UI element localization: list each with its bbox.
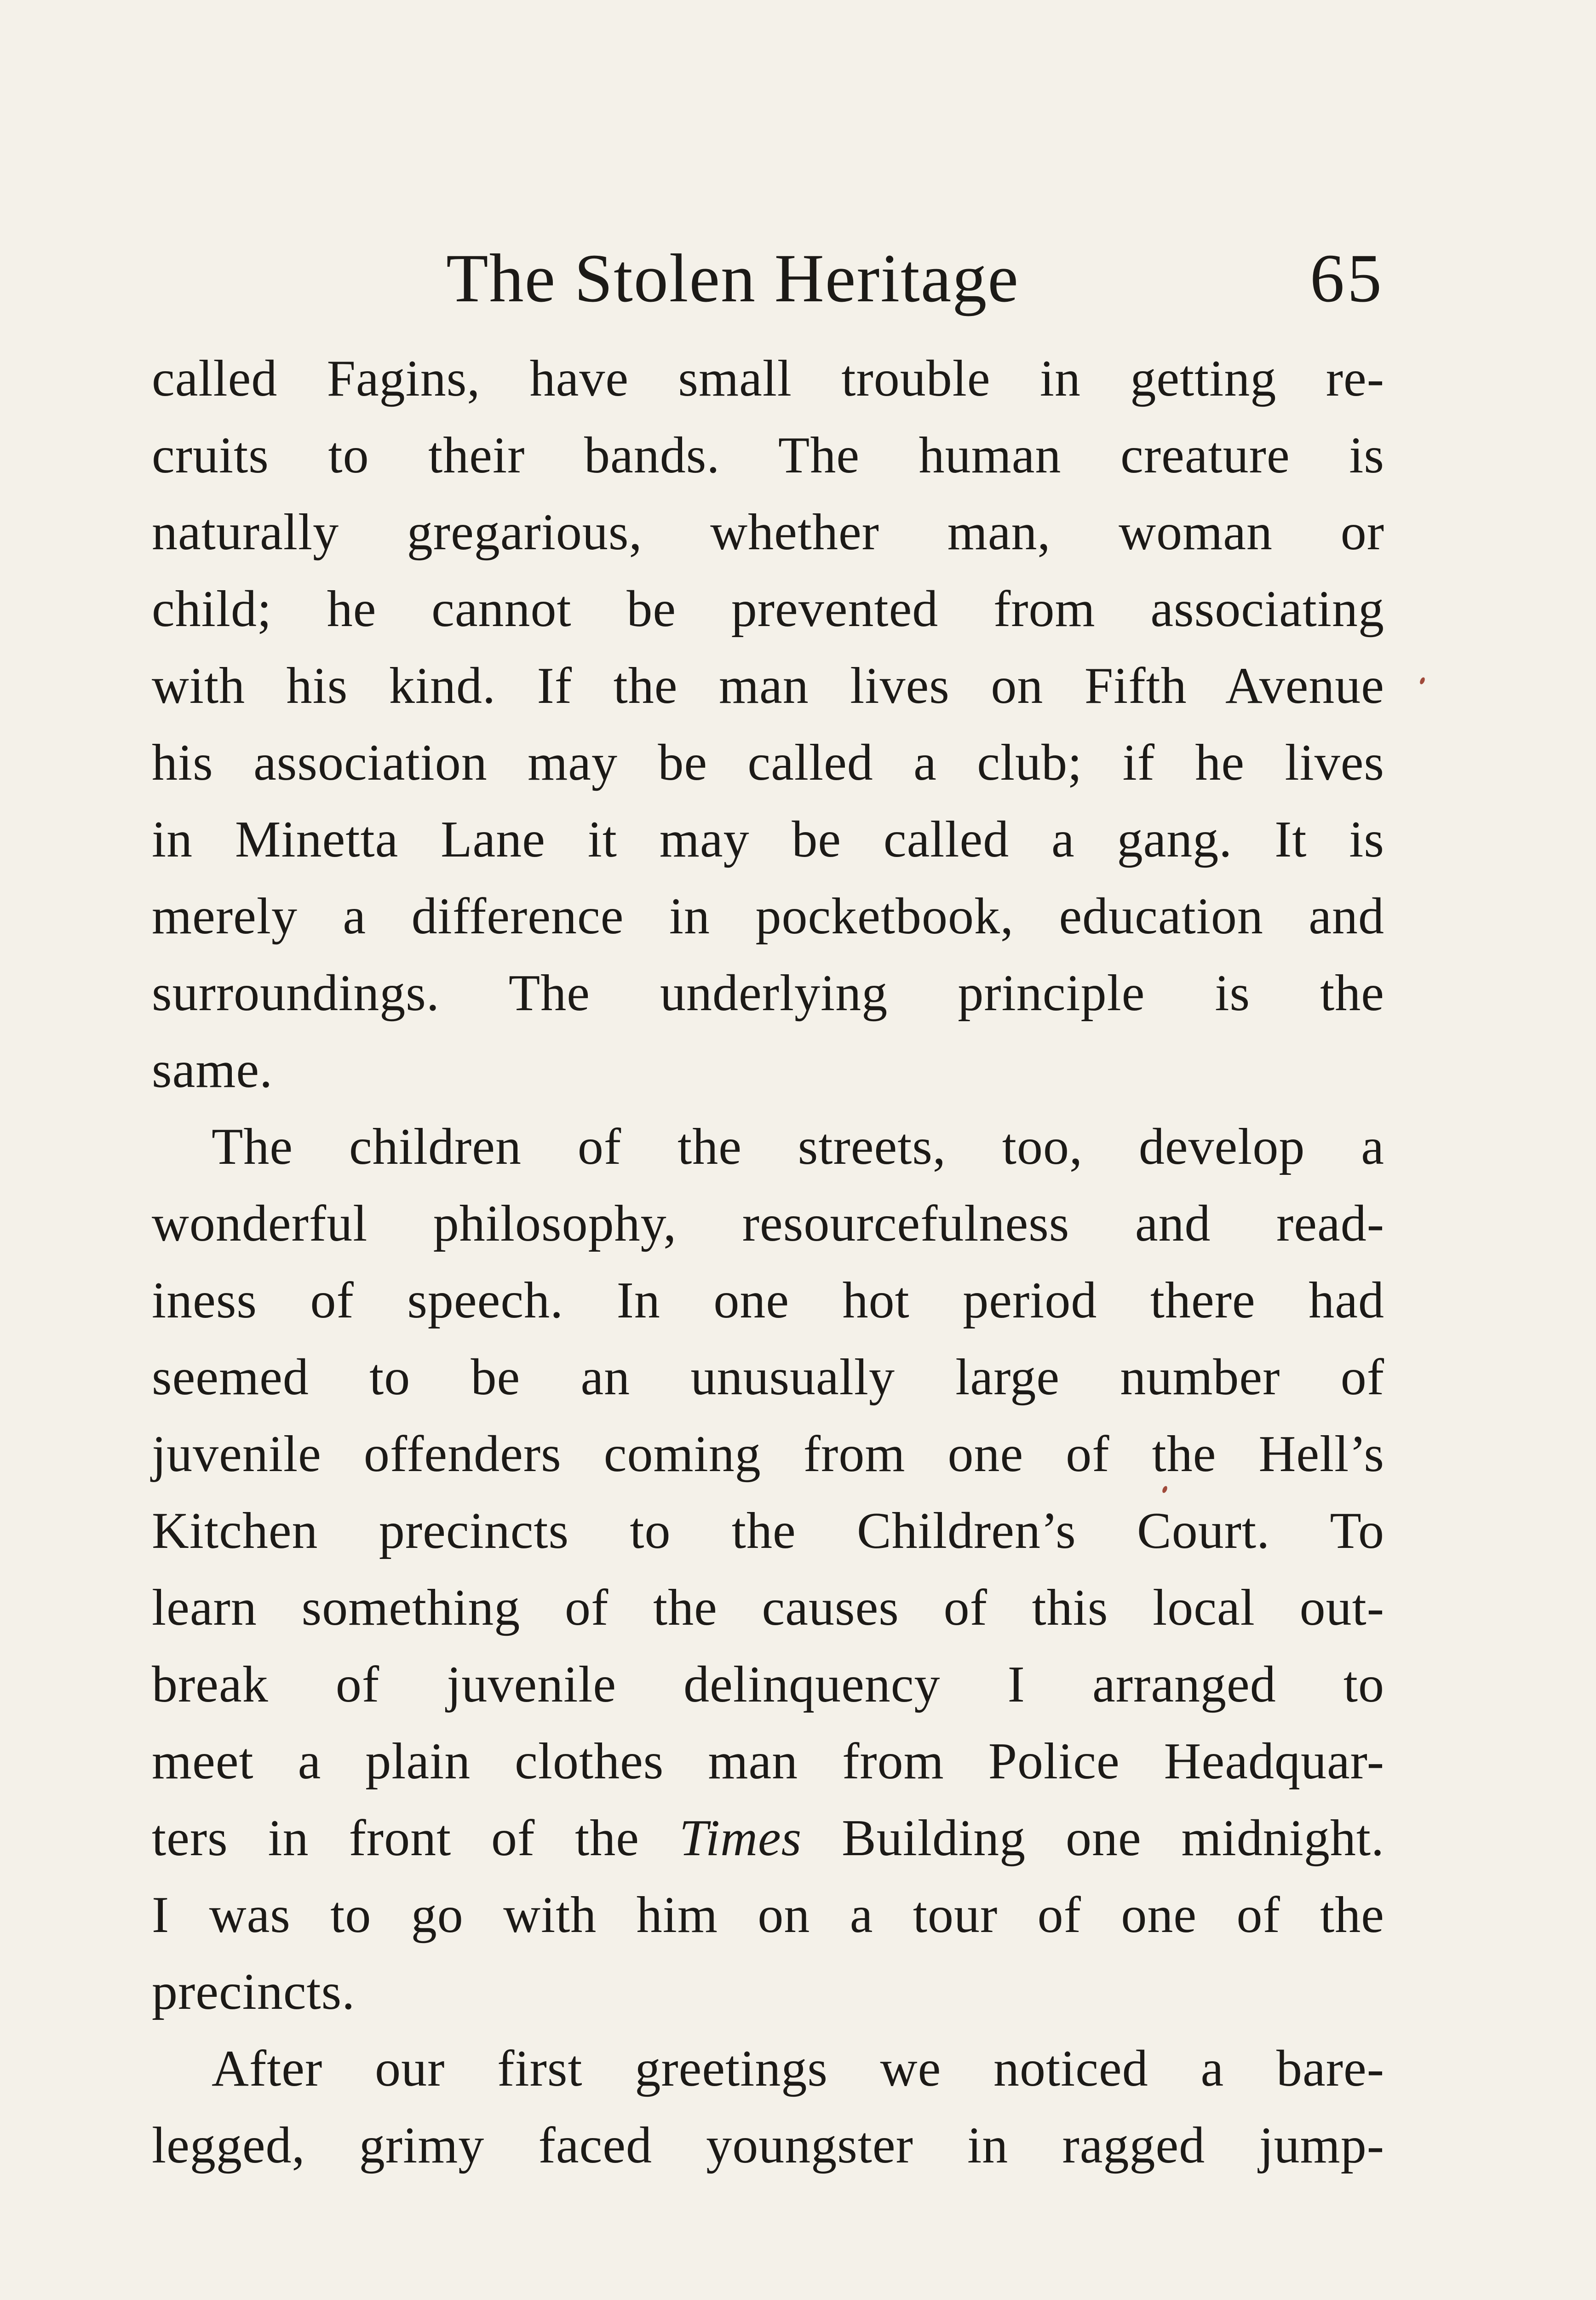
text-line: learn something of the causes of this local out- <box>152 1579 1384 1636</box>
text-line: legged, grimy faced youngster in ragged jump- <box>152 2117 1384 2174</box>
text-line: seemed to be an unusually large number of <box>152 1349 1384 1406</box>
italic-title: Times <box>679 1810 802 1867</box>
text-line: meet a plain clothes man from Police Headquar- <box>152 1733 1384 1790</box>
text-line: naturally gregarious, whether man, woman or <box>152 504 1384 561</box>
text-line: with his kind. If the man lives on Fifth Avenue <box>152 657 1384 714</box>
text-segment: Building one midnight. <box>802 1810 1384 1867</box>
text-line: surroundings. The underlying principle is the <box>152 965 1384 1022</box>
text-line: merely a difference in pocketbook, education and <box>152 888 1384 945</box>
paragraph-3 <box>152 2030 1384 2184</box>
text-line: wonderful philosophy, resourcefulness and read- <box>152 1195 1384 1252</box>
text-line-with-italic <box>152 1800 1384 1877</box>
text-line: Kitchen precincts to the Children’s Court. To <box>152 1502 1384 1559</box>
running-title: The Stolen Heritage <box>446 240 1019 316</box>
text-line: precincts. <box>152 1963 356 2020</box>
text-line: his association may be called a club; if he lives <box>152 734 1384 791</box>
text-line: iness of speech. In one hot period there had <box>152 1272 1384 1329</box>
text-line: called Fagins, have small trouble in getting re- <box>152 350 1384 407</box>
page-number: 65 <box>1310 240 1384 316</box>
paragraph-1 <box>152 340 1384 1109</box>
text-line: The children of the streets, too, develop a <box>212 1118 1384 1175</box>
text-segment: ters in front of the <box>152 1810 679 1867</box>
page-header <box>152 232 1384 324</box>
text-line: cruits to their bands. The human creature is <box>152 427 1384 484</box>
text-line: break of juvenile delinquency I arranged to <box>152 1656 1384 1713</box>
text-line: same. <box>152 1041 273 1098</box>
text-line: After our first greetings we noticed a bare- <box>212 2040 1384 2097</box>
text-line: I was to go with him on a tour of one of the <box>152 1886 1384 1944</box>
paragraph-2 <box>152 1109 1384 2030</box>
body-text <box>152 340 1384 2184</box>
text-line: in Minetta Lane it may be called a gang. It is <box>152 811 1384 868</box>
text-line: child; he cannot be prevented from associating <box>152 581 1384 638</box>
paper-speck <box>1419 677 1426 685</box>
text-line: juvenile offenders coming from one of the Hell’s <box>152 1426 1384 1483</box>
